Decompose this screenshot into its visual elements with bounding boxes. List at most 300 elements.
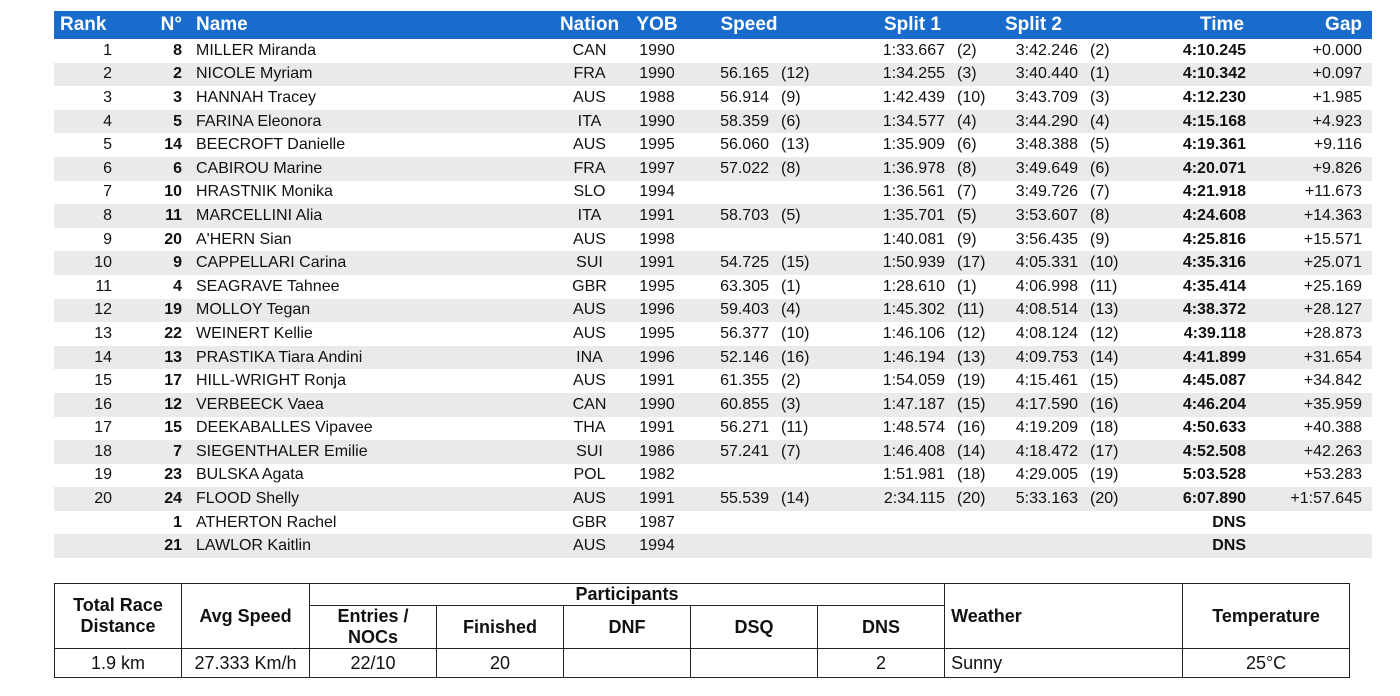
split1-rank-cell: (11) bbox=[945, 299, 989, 323]
athlete-name-cell: CAPPELLARI Carina bbox=[182, 251, 552, 275]
bib-number-cell: 8 bbox=[173, 41, 182, 59]
speed-cell bbox=[687, 534, 769, 558]
speed-rank-cell: (7) bbox=[769, 440, 811, 464]
nation-cell: AUS bbox=[552, 534, 627, 558]
split2-cell: 3:49.649 bbox=[989, 157, 1078, 181]
nation-cell: AUS bbox=[573, 136, 606, 154]
split1-cell: 1:46.106 bbox=[882, 324, 945, 342]
athlete-name-cell: BEECROFT Danielle bbox=[196, 136, 346, 154]
split1-cell: 1:40.081 bbox=[882, 230, 945, 248]
split2-rank-cell: (8) bbox=[1078, 204, 1124, 228]
bib-number-cell: 23 bbox=[164, 466, 182, 484]
nation-cell: CAN bbox=[572, 41, 607, 59]
split1-cell: 1:34.255 bbox=[811, 63, 945, 87]
table-row bbox=[54, 464, 1372, 488]
athlete-name-cell: FARINA Eleonora bbox=[182, 110, 552, 134]
nation-cell: GBR bbox=[572, 277, 607, 295]
split1-rank-cell: (3) bbox=[945, 63, 989, 87]
athlete-name-cell: DEEKABALLES Vipavee bbox=[196, 419, 373, 437]
rank-cell: 3 bbox=[103, 88, 112, 106]
split2-rank-cell: (14) bbox=[1078, 346, 1124, 370]
split1-cell bbox=[811, 511, 945, 535]
rank-cell: 4 bbox=[54, 110, 112, 134]
speed-cell: 56.914 bbox=[720, 88, 769, 106]
speed-rank-cell bbox=[769, 464, 811, 488]
split1-rank-cell: (19) bbox=[957, 372, 986, 390]
summary-dsq-value bbox=[691, 649, 818, 678]
bib-number-cell: 15 bbox=[164, 419, 182, 437]
split1-cell: 1:46.408 bbox=[811, 440, 945, 464]
bib-number-cell: 13 bbox=[112, 346, 182, 370]
split2-rank-cell: (1) bbox=[1078, 63, 1124, 87]
bib-number-cell: 17 bbox=[164, 372, 182, 390]
split1-cell: 1:51.981 bbox=[882, 466, 945, 484]
time-cell: 4:10.342 bbox=[1124, 63, 1246, 87]
speed-rank-cell: (15) bbox=[769, 251, 811, 275]
yob-cell: 1987 bbox=[639, 513, 675, 531]
athlete-name-cell: WEINERT Kellie bbox=[196, 324, 313, 342]
speed-cell bbox=[687, 228, 769, 252]
athlete-name-cell: CABIROU Marine bbox=[182, 157, 552, 181]
split2-cell: 3:53.607 bbox=[989, 204, 1078, 228]
header-yob: YOB bbox=[627, 11, 687, 39]
table-row bbox=[54, 534, 1372, 558]
rank-cell: 14 bbox=[54, 346, 112, 370]
athlete-name-cell: PRASTIKA Tiara Andini bbox=[182, 346, 552, 370]
speed-rank-cell: (14) bbox=[769, 487, 811, 511]
split1-cell: 1:35.909 bbox=[882, 136, 945, 154]
split2-cell: 3:44.290 bbox=[989, 110, 1078, 134]
speed-cell: 56.377 bbox=[720, 324, 769, 342]
time-cell: 4:35.414 bbox=[1182, 277, 1246, 295]
table-row bbox=[54, 204, 1372, 228]
time-cell: 4:35.316 bbox=[1124, 251, 1246, 275]
time-cell: 4:38.372 bbox=[1124, 299, 1246, 323]
split1-rank-cell: (4) bbox=[945, 110, 989, 134]
yob-cell: 1990 bbox=[627, 110, 687, 134]
rank-cell: 16 bbox=[54, 393, 112, 417]
rank-cell: 11 bbox=[95, 277, 112, 295]
split1-rank-cell: (18) bbox=[957, 466, 986, 484]
split1-cell: 1:28.610 bbox=[882, 277, 945, 295]
split1-rank-cell: (9) bbox=[957, 230, 977, 248]
rank-cell: 20 bbox=[54, 487, 112, 511]
results-body bbox=[54, 39, 1372, 558]
split2-cell: 4:08.514 bbox=[989, 299, 1078, 323]
split1-cell: 1:36.978 bbox=[811, 157, 945, 181]
speed-rank-cell: (6) bbox=[769, 110, 811, 134]
rank-cell: 12 bbox=[54, 299, 112, 323]
speed-cell: 58.703 bbox=[687, 204, 769, 228]
split2-rank-cell: (2) bbox=[1090, 41, 1110, 59]
yob-cell: 1995 bbox=[639, 324, 675, 342]
speed-cell: 58.359 bbox=[687, 110, 769, 134]
yob-cell: 1986 bbox=[627, 440, 687, 464]
yob-cell: 1994 bbox=[639, 183, 675, 201]
yob-cell: 1994 bbox=[627, 534, 687, 558]
speed-rank-cell: (9) bbox=[781, 88, 801, 106]
yob-cell: 1991 bbox=[639, 372, 675, 390]
results-table bbox=[54, 11, 1372, 558]
bib-number-cell: 9 bbox=[112, 251, 182, 275]
summary-participants-label: Participants bbox=[310, 584, 945, 606]
rank-cell: 9 bbox=[103, 230, 112, 248]
bib-number-cell: 1 bbox=[173, 513, 182, 531]
table-row bbox=[54, 251, 1372, 275]
rank-cell: 7 bbox=[103, 183, 112, 201]
split2-cell: 4:06.998 bbox=[1015, 277, 1078, 295]
table-row bbox=[54, 157, 1372, 181]
athlete-name-cell: A'HERN Sian bbox=[196, 230, 292, 248]
nation-cell: AUS bbox=[552, 299, 627, 323]
rank-cell: 8 bbox=[54, 204, 112, 228]
bib-number-cell: 6 bbox=[112, 157, 182, 181]
header-split2: Split 2 bbox=[989, 11, 1078, 39]
nation-cell: AUS bbox=[573, 324, 606, 342]
split2-rank-cell: (6) bbox=[1078, 157, 1124, 181]
time-cell: 4:41.899 bbox=[1124, 346, 1246, 370]
split1-cell: 1:36.561 bbox=[882, 183, 945, 201]
speed-rank-cell: (11) bbox=[781, 419, 809, 437]
bib-number-cell: 20 bbox=[164, 230, 182, 248]
table-row bbox=[54, 110, 1372, 134]
split1-rank-cell: (15) bbox=[945, 393, 989, 417]
summary-weather-value: Sunny bbox=[945, 649, 1183, 678]
nation-cell: SUI bbox=[552, 440, 627, 464]
rank-cell: 2 bbox=[54, 63, 112, 87]
split1-rank-cell: (12) bbox=[957, 324, 986, 342]
gap-cell: +53.283 bbox=[1303, 466, 1362, 484]
table-row bbox=[54, 228, 1372, 252]
header-speed: Speed bbox=[687, 11, 811, 39]
athlete-name-cell: VERBEECK Vaea bbox=[182, 393, 552, 417]
speed-rank-cell: (4) bbox=[769, 299, 811, 323]
athlete-name-cell: BULSKA Agata bbox=[196, 466, 304, 484]
gap-cell: +1.985 bbox=[1312, 88, 1362, 106]
table-row bbox=[54, 369, 1372, 393]
yob-cell: 1988 bbox=[639, 88, 675, 106]
speed-cell bbox=[687, 464, 769, 488]
rank-cell: 17 bbox=[94, 419, 112, 437]
speed-cell bbox=[687, 181, 769, 205]
time-cell: 6:07.890 bbox=[1124, 487, 1246, 511]
header-name: Name bbox=[182, 11, 552, 39]
split2-rank-cell: (9) bbox=[1090, 230, 1110, 248]
nation-cell: AUS bbox=[552, 487, 627, 511]
time-cell: 4:52.508 bbox=[1124, 440, 1246, 464]
split1-cell: 1:42.439 bbox=[882, 88, 945, 106]
header-split1: Split 1 bbox=[811, 11, 945, 39]
split2-cell: 3:49.726 bbox=[1015, 183, 1078, 201]
athlete-name-cell: HILL-WRIGHT Ronja bbox=[196, 372, 346, 390]
summary-dsq-label: DSQ bbox=[691, 606, 818, 649]
time-cell: 4:21.918 bbox=[1182, 183, 1246, 201]
speed-rank-cell: (12) bbox=[769, 63, 811, 87]
nation-cell: THA bbox=[573, 419, 606, 437]
summary-distance-value: 1.9 km bbox=[55, 649, 182, 678]
bib-number-cell: 11 bbox=[112, 204, 182, 228]
yob-cell: 1990 bbox=[639, 41, 675, 59]
split1-rank-cell: (13) bbox=[945, 346, 989, 370]
speed-cell: 61.355 bbox=[720, 372, 769, 390]
gap-cell: +9.826 bbox=[1246, 157, 1372, 181]
rank-cell bbox=[54, 511, 112, 535]
split1-rank-cell: (7) bbox=[957, 183, 977, 201]
split1-rank-cell: (14) bbox=[945, 440, 989, 464]
table-row bbox=[54, 181, 1372, 205]
time-cell: 5:03.528 bbox=[1182, 466, 1246, 484]
split1-rank-cell bbox=[945, 511, 989, 535]
speed-cell: 55.539 bbox=[687, 487, 769, 511]
athlete-name-cell: MILLER Miranda bbox=[196, 41, 317, 59]
summary-finished-label: Finished bbox=[437, 606, 564, 649]
summary-weather-label: Weather bbox=[945, 584, 1183, 649]
time-cell: 4:25.816 bbox=[1182, 230, 1246, 248]
yob-cell: 1995 bbox=[639, 136, 675, 154]
time-cell: 4:19.361 bbox=[1182, 136, 1246, 154]
speed-rank-cell: (16) bbox=[769, 346, 811, 370]
nation-cell: ITA bbox=[552, 110, 627, 134]
bib-number-cell: 3 bbox=[173, 88, 182, 106]
split2-rank-cell: (7) bbox=[1090, 183, 1110, 201]
time-cell: 4:24.608 bbox=[1124, 204, 1246, 228]
split2-rank-cell: (18) bbox=[1090, 419, 1119, 437]
summary-dns-value: 2 bbox=[818, 649, 945, 678]
split2-rank-cell: (11) bbox=[1090, 277, 1118, 295]
bib-number-cell: 14 bbox=[164, 136, 182, 154]
speed-cell: 57.241 bbox=[687, 440, 769, 464]
yob-cell: 1997 bbox=[627, 157, 687, 181]
speed-rank-cell: (5) bbox=[769, 204, 811, 228]
bib-number-cell: 4 bbox=[173, 277, 182, 295]
speed-rank-cell: (1) bbox=[781, 277, 801, 295]
split2-rank-cell: (17) bbox=[1078, 440, 1124, 464]
athlete-name-cell: MARCELLINI Alia bbox=[182, 204, 552, 228]
split2-cell: 3:40.440 bbox=[989, 63, 1078, 87]
yob-cell: 1982 bbox=[639, 466, 675, 484]
summary-distance-label: Total Race Distance bbox=[55, 584, 182, 649]
athlete-name-cell: MOLLOY Tegan bbox=[182, 299, 552, 323]
split1-rank-cell bbox=[945, 534, 989, 558]
yob-cell: 1996 bbox=[627, 346, 687, 370]
speed-cell: 54.725 bbox=[687, 251, 769, 275]
gap-cell: +34.842 bbox=[1303, 372, 1362, 390]
speed-cell: 56.271 bbox=[720, 419, 769, 437]
split2-cell: 4:18.472 bbox=[989, 440, 1078, 464]
split2-rank-cell: (20) bbox=[1078, 487, 1124, 511]
split2-cell: 3:56.435 bbox=[1015, 230, 1078, 248]
speed-rank-cell: (13) bbox=[781, 136, 810, 154]
table-row bbox=[54, 440, 1372, 464]
summary-dnf-label: DNF bbox=[564, 606, 691, 649]
bib-number-cell: 24 bbox=[112, 487, 182, 511]
split1-rank-cell: (5) bbox=[945, 204, 989, 228]
athlete-name-cell: HANNAH Tracey bbox=[196, 88, 317, 106]
yob-cell: 1998 bbox=[639, 230, 675, 248]
athlete-name-cell: NICOLE Myriam bbox=[182, 63, 552, 87]
split1-rank-cell: (2) bbox=[957, 41, 977, 59]
table-row bbox=[54, 487, 1372, 511]
nation-cell: CAN bbox=[552, 393, 627, 417]
table-row bbox=[54, 63, 1372, 87]
gap-cell: +0.097 bbox=[1246, 63, 1372, 87]
split2-rank-cell: (4) bbox=[1078, 110, 1124, 134]
split1-rank-cell: (20) bbox=[945, 487, 989, 511]
time-cell: 4:20.071 bbox=[1124, 157, 1246, 181]
split2-cell: 4:08.124 bbox=[1015, 324, 1078, 342]
rank-cell bbox=[54, 534, 112, 558]
gap-cell: +0.000 bbox=[1312, 41, 1362, 59]
table-row bbox=[54, 393, 1372, 417]
split1-cell: 1:33.667 bbox=[882, 41, 945, 59]
time-cell: DNS bbox=[1124, 534, 1246, 558]
time-cell: 4:50.633 bbox=[1182, 419, 1246, 437]
split2-cell bbox=[989, 534, 1078, 558]
gap-cell: +11.673 bbox=[1304, 183, 1362, 201]
summary-table bbox=[54, 583, 1350, 678]
rank-cell: 15 bbox=[94, 372, 112, 390]
header-row bbox=[54, 11, 1372, 39]
time-cell: 4:39.118 bbox=[1183, 324, 1246, 342]
speed-cell: 52.146 bbox=[687, 346, 769, 370]
split1-rank-cell: (10) bbox=[957, 88, 986, 106]
nation-cell: ITA bbox=[552, 204, 627, 228]
gap-cell: +40.388 bbox=[1303, 419, 1362, 437]
split2-rank-cell: (16) bbox=[1078, 393, 1124, 417]
summary-temperature-value: 25°C bbox=[1183, 649, 1350, 678]
table-row bbox=[54, 322, 1372, 346]
athlete-name-cell: LAWLOR Kaitlin bbox=[182, 534, 552, 558]
header-number: N° bbox=[112, 11, 182, 39]
split2-rank-cell: (5) bbox=[1090, 136, 1110, 154]
speed-rank-cell: (10) bbox=[781, 324, 810, 342]
nation-cell: AUS bbox=[573, 230, 606, 248]
yob-cell: 1995 bbox=[639, 277, 675, 295]
split2-rank-cell: (10) bbox=[1078, 251, 1124, 275]
speed-cell: 56.060 bbox=[720, 136, 769, 154]
speed-rank-cell: (8) bbox=[769, 157, 811, 181]
gap-cell bbox=[1246, 511, 1372, 535]
speed-rank-cell bbox=[769, 39, 811, 63]
bib-number-cell: 21 bbox=[112, 534, 182, 558]
nation-cell: FRA bbox=[552, 157, 627, 181]
bib-number-cell: 22 bbox=[164, 324, 182, 342]
split2-cell: 4:15.461 bbox=[1015, 372, 1078, 390]
time-cell: 4:15.168 bbox=[1124, 110, 1246, 134]
speed-cell bbox=[687, 511, 769, 535]
split1-rank-cell: (8) bbox=[945, 157, 989, 181]
speed-cell: 57.022 bbox=[687, 157, 769, 181]
table-row bbox=[54, 133, 1372, 157]
time-cell: 4:10.245 bbox=[1182, 41, 1246, 59]
yob-cell: 1991 bbox=[639, 419, 675, 437]
time-cell: 4:12.230 bbox=[1182, 88, 1246, 106]
split2-cell: 4:05.331 bbox=[989, 251, 1078, 275]
split2-rank-cell bbox=[1078, 534, 1124, 558]
table-row bbox=[54, 275, 1372, 299]
split2-rank-cell: (13) bbox=[1078, 299, 1124, 323]
yob-cell: 1991 bbox=[627, 487, 687, 511]
nation-cell: AUS bbox=[573, 372, 606, 390]
split1-cell: 1:54.059 bbox=[882, 372, 945, 390]
nation-cell: SUI bbox=[552, 251, 627, 275]
gap-cell: +25.071 bbox=[1246, 251, 1372, 275]
bib-number-cell: 12 bbox=[112, 393, 182, 417]
rank-cell: 6 bbox=[54, 157, 112, 181]
header-nation: Nation bbox=[552, 11, 627, 39]
time-cell: 4:46.204 bbox=[1124, 393, 1246, 417]
bib-number-cell: 5 bbox=[112, 110, 182, 134]
rank-cell: 18 bbox=[54, 440, 112, 464]
speed-rank-cell bbox=[769, 511, 811, 535]
table-row bbox=[54, 299, 1372, 323]
yob-cell: 1996 bbox=[627, 299, 687, 323]
split2-cell bbox=[989, 511, 1078, 535]
split2-cell: 3:43.709 bbox=[1015, 88, 1078, 106]
nation-cell: POL bbox=[573, 466, 606, 484]
athlete-name-cell: ATHERTON Rachel bbox=[196, 513, 337, 531]
summary-finished-value: 20 bbox=[437, 649, 564, 678]
gap-cell: +28.873 bbox=[1303, 324, 1362, 342]
split1-cell: 1:48.574 bbox=[882, 419, 945, 437]
split2-rank-cell bbox=[1078, 511, 1124, 535]
rank-cell: 13 bbox=[94, 324, 112, 342]
athlete-name-cell: FLOOD Shelly bbox=[182, 487, 552, 511]
split1-cell: 2:34.115 bbox=[811, 487, 945, 511]
table-row bbox=[54, 39, 1372, 63]
gap-cell: +42.263 bbox=[1246, 440, 1372, 464]
rank-cell: 10 bbox=[54, 251, 112, 275]
speed-rank-cell bbox=[769, 228, 811, 252]
speed-cell: 63.305 bbox=[720, 277, 769, 295]
gap-cell: +25.169 bbox=[1303, 277, 1362, 295]
nation-cell: INA bbox=[552, 346, 627, 370]
summary-dnf-value bbox=[564, 649, 691, 678]
gap-cell: +1:57.645 bbox=[1246, 487, 1372, 511]
bib-number-cell: 10 bbox=[164, 183, 182, 201]
summary-entries-label: Entries / NOCs bbox=[310, 606, 437, 649]
split2-cell: 5:33.163 bbox=[989, 487, 1078, 511]
speed-rank-cell: (3) bbox=[769, 393, 811, 417]
split1-cell: 1:50.939 bbox=[811, 251, 945, 275]
gap-cell: +15.571 bbox=[1303, 230, 1362, 248]
rank-cell: 1 bbox=[103, 41, 112, 59]
nation-cell: GBR bbox=[572, 513, 607, 531]
yob-cell: 1991 bbox=[627, 251, 687, 275]
split1-cell: 1:45.302 bbox=[811, 299, 945, 323]
yob-cell: 1990 bbox=[627, 63, 687, 87]
split2-cell: 4:17.590 bbox=[989, 393, 1078, 417]
gap-cell: +28.127 bbox=[1246, 299, 1372, 323]
yob-cell: 1991 bbox=[627, 204, 687, 228]
split1-rank-cell: (1) bbox=[957, 277, 977, 295]
summary-entries-value: 22/10 bbox=[310, 649, 437, 678]
bib-number-cell: 19 bbox=[112, 299, 182, 323]
split1-cell bbox=[811, 534, 945, 558]
gap-cell: +31.654 bbox=[1246, 346, 1372, 370]
summary-avg-speed-value: 27.333 Km/h bbox=[182, 649, 310, 678]
split1-cell: 1:47.187 bbox=[811, 393, 945, 417]
bib-number-cell: 2 bbox=[112, 63, 182, 87]
table-row bbox=[54, 346, 1372, 370]
bib-number-cell: 7 bbox=[112, 440, 182, 464]
split2-rank-cell: (12) bbox=[1090, 324, 1119, 342]
yob-cell: 1990 bbox=[627, 393, 687, 417]
time-cell: 4:45.087 bbox=[1182, 372, 1246, 390]
split2-rank-cell: (19) bbox=[1090, 466, 1119, 484]
table-row bbox=[54, 417, 1372, 441]
summary-temperature-label: Temperature bbox=[1183, 584, 1350, 649]
